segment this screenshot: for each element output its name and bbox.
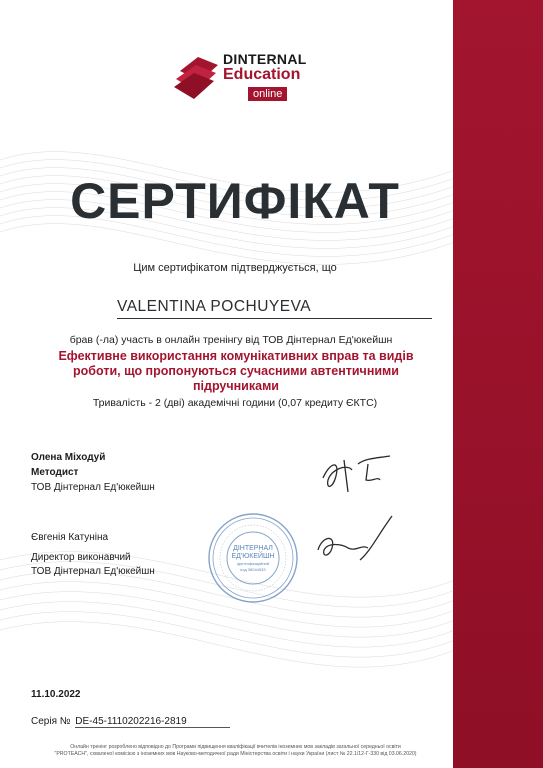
stamp-line4: код 38044533 bbox=[240, 567, 266, 572]
series-label: Серія № bbox=[31, 716, 71, 727]
signatory2-role: Директор виконавчий bbox=[31, 552, 131, 563]
recipient-name: VALENTINA POCHUYEVA bbox=[117, 298, 432, 319]
course-title: Ефективне використання комунікативних вправ та видів роботи, що пропонуються сучасними автентичними підручниками bbox=[58, 349, 414, 393]
series-block bbox=[31, 716, 230, 728]
issue-date: 11.10.2022 bbox=[31, 689, 81, 700]
logo-line2: Education bbox=[223, 66, 301, 83]
red-side-stripe bbox=[453, 0, 543, 768]
stamp-line1: ДІНТЕРНАЛ bbox=[233, 545, 273, 552]
signatory2-block bbox=[31, 531, 155, 579]
signatory1-name: Олена Міходуй bbox=[31, 452, 106, 463]
duration-text: Тривалість - 2 (дві) академічні години (0,07 кредиту ЄКТС) bbox=[92, 397, 378, 409]
series-value: DE-45-1110202216-2819 bbox=[75, 716, 230, 728]
footnote bbox=[28, 744, 443, 758]
certificate-title: СЕРТИФІКАТ bbox=[70, 173, 400, 229]
footnote-line1: Онлайн тренінг розроблено відповідно до Програми підвищення кваліфікації вчителів іноземних мов закладів загальної середньої освіти bbox=[70, 744, 401, 750]
signatory1-block bbox=[31, 450, 155, 495]
signature2-icon bbox=[312, 512, 397, 574]
signatory1-role: Методист bbox=[31, 467, 79, 478]
footnote-line2: "PROTEACH", схваленої комісією з іноземних мов Науково-методичної ради Міністерства освіти і науки України (лист № 22.1/12-Г-330 від 03.06.2020) bbox=[54, 751, 417, 757]
stamp-line3: ідентифікаційний bbox=[236, 561, 270, 566]
participation-text: брав (-ла) участь в онлайн тренінгу від ТОВ Дінтернал Ед'юкейшн bbox=[69, 334, 393, 346]
official-stamp-icon bbox=[207, 512, 299, 604]
signatory2-org: ТОВ Дінтернал Ед'юкейшн bbox=[31, 566, 155, 577]
confirm-text: Цим сертифікатом підтверджується, що bbox=[133, 262, 337, 274]
signature1-icon bbox=[318, 450, 398, 500]
signatory2-name: Євгенія Катуніна bbox=[31, 532, 109, 543]
logo-line1: DINTERNAL bbox=[223, 51, 307, 67]
logo-wordmark bbox=[223, 52, 307, 102]
signatory1-org: ТОВ Дінтернал Ед'юкейшн bbox=[31, 482, 155, 493]
stamp-line2: ЕД'ЮКЕЙШН bbox=[231, 553, 275, 560]
logo-online-badge: online bbox=[248, 87, 287, 101]
